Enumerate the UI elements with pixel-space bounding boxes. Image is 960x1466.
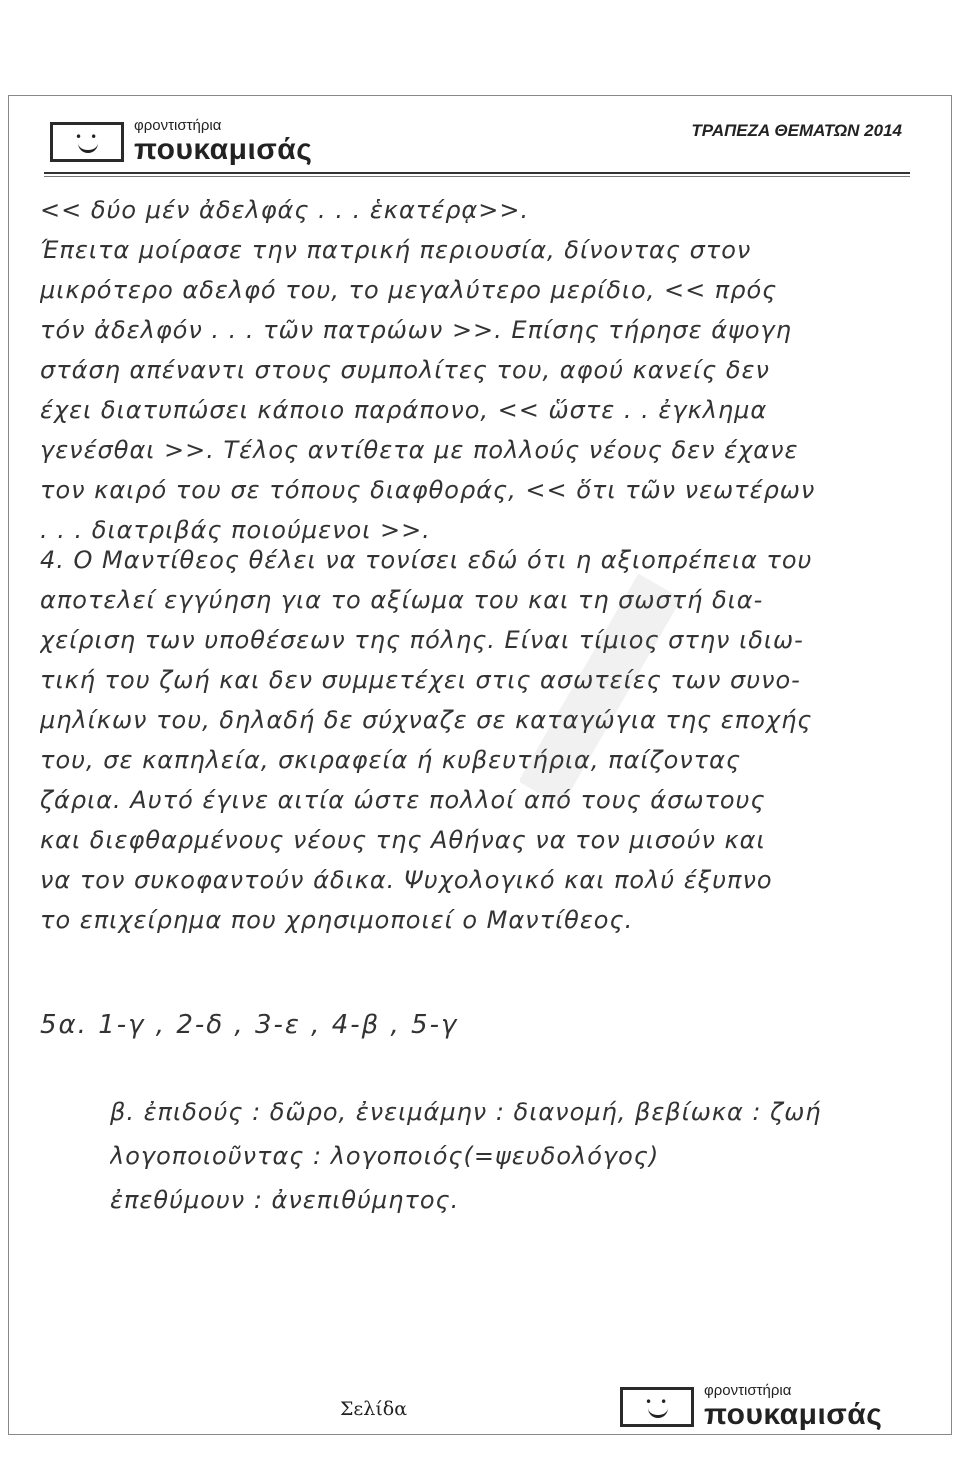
answer-part-4 — [40, 540, 940, 940]
handwritten-line: αποτελεί εγγύηση για το αξίωμα του και τη σωστή δια- — [40, 586, 764, 614]
answer-part-5b — [110, 1090, 822, 1222]
header-bank-title: ΤΡΑΠΕΖΑ ΘΕΜΑΤΩΝ 2014 — [691, 121, 902, 140]
logo-smiley-icon: •• — [620, 1387, 694, 1427]
answer-part-1 — [40, 190, 940, 550]
header-logo-brand: πουκαμισάς — [134, 133, 313, 166]
handwritten-line: τική του ζωή και δεν συμμετέχει στις ασωτείες των συνο- — [40, 666, 801, 694]
header-divider — [44, 172, 910, 174]
handwritten-line: γενέσθαι >>. Τέλος αντίθετα με πολλούς νέους δεν έχανε — [40, 436, 799, 464]
watermark-icon — [520, 560, 680, 820]
answer-part-5a: 5α. 1-γ , 2-δ , 3-ε , 4-β , 5-γ — [40, 1010, 459, 1040]
handwritten-line: έχει διατυπώσει κάποιο παράπονο, << ὥστε . . ἐγκλημα — [40, 396, 768, 424]
handwritten-line: 4. Ο Μαντίθεος θέλει να τονίσει εδώ ότι η αξιοπρέπεια του — [40, 546, 813, 574]
handwritten-line: μικρότερο αδελφό του, το μεγαλύτερο μερίδιο, << πρός — [40, 276, 778, 304]
handwritten-line: ζάρια. Αυτό έγινε αιτία ώστε πολλοί από τους άσωτους — [40, 786, 766, 814]
handwritten-line: του, σε καπηλεία, σκιραφεία ή κυβευτήρια, παίζοντας — [40, 746, 742, 774]
footer-logo — [620, 1383, 882, 1430]
logo-smiley-icon: •• — [50, 122, 124, 162]
handwritten-line: λογοποιοῦντας : λογοποιός(=ψευδολόγος) — [110, 1142, 660, 1170]
handwritten-line: τόν ἀδελφόν . . . τῶν πατρώων >>. Επίσης τήρησε άψογη — [40, 316, 792, 344]
handwritten-line: το επιχείρημα που χρησιμοποιεί ο Μαντίθεος. — [40, 906, 634, 934]
handwritten-line: και διεφθαρμένους νέους της Αθήνας να τον μισούν και — [40, 826, 766, 854]
handwritten-line: ἐπεθύμουν : ἀνεπιθύμητος. — [110, 1186, 460, 1214]
footer-page-label: Σελίδα — [340, 1398, 408, 1420]
handwritten-line: . . . διατριβάς ποιούμενοι >>. — [40, 516, 431, 544]
header-logo-small-text: φροντιστήρια — [134, 117, 222, 134]
handwritten-line: μηλίκων του, δηλαδή δε σύχναζε σε καταγώγια της εποχής — [40, 706, 813, 734]
header-logo — [50, 118, 312, 165]
handwritten-line: Έπειτα μοίρασε την πατρική περιουσία, δίνοντας στον — [40, 236, 752, 264]
footer-logo-brand: πουκαμισάς — [704, 1398, 883, 1431]
handwritten-line: β. ἐπιδούς : δῶρο, ἐνειμάμην : διανομή, βεβίωκα : ζωή — [110, 1098, 822, 1126]
footer-logo-small-text: φροντιστήρια — [704, 1382, 792, 1399]
handwritten-line: χείριση των υποθέσεων της πόλης. Είναι τίμιος στην ιδιω- — [40, 626, 804, 654]
header-divider-thin — [44, 176, 910, 177]
handwritten-line: << δύο μέν ἀδελφάς . . . ἑκατέρᾳ>>. — [40, 196, 530, 224]
handwritten-line: να τον συκοφαντούν άδικα. Ψυχολογικό και πολύ έξυπνο — [40, 866, 773, 894]
handwritten-line: τον καιρό του σε τόπους διαφθοράς, << ὅτι τῶν νεωτέρων — [40, 476, 816, 504]
handwritten-line: στάση απέναντι στους συμπολίτες του, αφού κανείς δεν — [40, 356, 770, 384]
